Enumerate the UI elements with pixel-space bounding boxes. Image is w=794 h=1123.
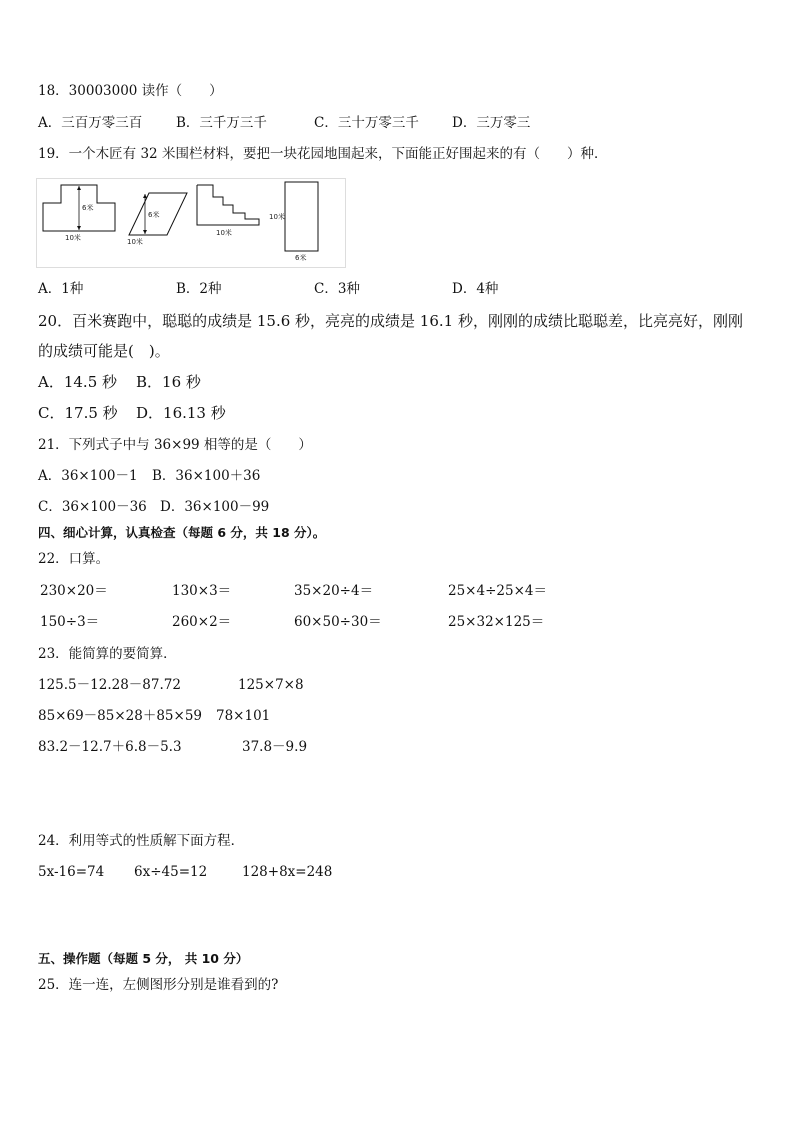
q22-item: 260×2＝ [172,614,232,630]
q19-option-d: D．4种 [452,281,499,297]
q19-stem: 19．一个木匠有 32 米围栏材料，要把一块花园地围起来，下面能正好围起来的有（ ）种． [38,146,608,162]
q20-option-d: D．16.13 秒 [136,404,226,422]
shapes-figure [37,179,345,267]
q18-option-c: C．三十万零三千 [314,115,419,131]
q21-option-d: D．36×100－99 [160,499,270,515]
q18-option-d: D．三万零三 [452,115,531,131]
q24-item: 128+8x=248 [242,864,333,880]
label-shape4-width: 6米 [295,254,307,262]
q25-stem: 25．连一连，左侧图形分别是谁看到的? [38,977,279,993]
q19-option-c: C．3种 [314,281,360,297]
q22-item: 25×32×125＝ [448,614,545,630]
q21-option-b: B．36×100＋36 [152,468,261,484]
q21-stem: 21．下列式子中与 36×99 相等的是（ ） [38,437,312,453]
q21-option-c: C．36×100－36 [38,499,147,515]
q22-item: 150÷3＝ [40,614,100,630]
label-shape2-base: 10米 [127,238,143,246]
label-shape1-width: 10米 [65,234,81,242]
q23-item: 78×101 [216,708,271,724]
q20-stem-line1: 20．百米赛跑中，聪聪的成绩是 15.6 秒，亮亮的成绩是 16.1 秒，刚刚的成绩比聪聪差，比亮亮好，刚刚 [38,312,743,330]
q22-stem: 22．口算。 [38,551,110,567]
q21-option-a: A．36×100－1 [38,468,138,484]
q18-option-a: A．三百万零三百 [38,115,143,131]
q19-option-b: B．2种 [176,281,222,297]
q24-stem: 24．利用等式的性质解下面方程． [38,833,245,849]
q22-item: 230×20＝ [40,583,108,599]
q19-option-a: A．1种 [38,281,84,297]
q22-item: 60×50÷30＝ [294,614,382,630]
q22-item: 25×4÷25×4＝ [448,583,547,599]
q18-stem: 18．30003000 读作（ ） [38,83,223,99]
label-shape2-height: 6米 [148,211,160,219]
label-shape4-height: 10米 [269,213,285,221]
q23-item: 125×7×8 [238,677,304,693]
q20-option-b: B．16 秒 [136,373,201,391]
q23-item: 85×69－85×28＋85×59 [38,708,203,724]
q23-stem: 23．能简算的要简算． [38,646,177,662]
label-shape3-width: 10米 [216,229,232,237]
q23-item: 37.8－9.9 [242,739,308,755]
section5-title: 五、操作题（每题 5 分， 共 10 分） [38,951,249,966]
q22-item: 130×3＝ [172,583,232,599]
q20-option-a: A．14.5 秒 [38,373,117,391]
q24-item: 6x÷45=12 [134,864,208,880]
q23-item: 125.5－12.28－87.72 [38,677,181,693]
section4-title: 四、细心计算，认真检查（每题 6 分，共 18 分）。 [38,525,326,540]
q23-item: 83.2－12.7＋6.8－5.3 [38,739,182,755]
q19-figure [36,178,346,268]
q22-item: 35×20÷4＝ [294,583,374,599]
q18-option-b: B．三千万三千 [176,115,267,131]
q24-item: 5x-16=74 [38,864,105,880]
label-shape1-height: 6米 [82,204,94,212]
q20-option-c: C．17.5 秒 [38,404,118,422]
q20-stem-line2: 的成绩可能是( )。 [38,342,170,360]
